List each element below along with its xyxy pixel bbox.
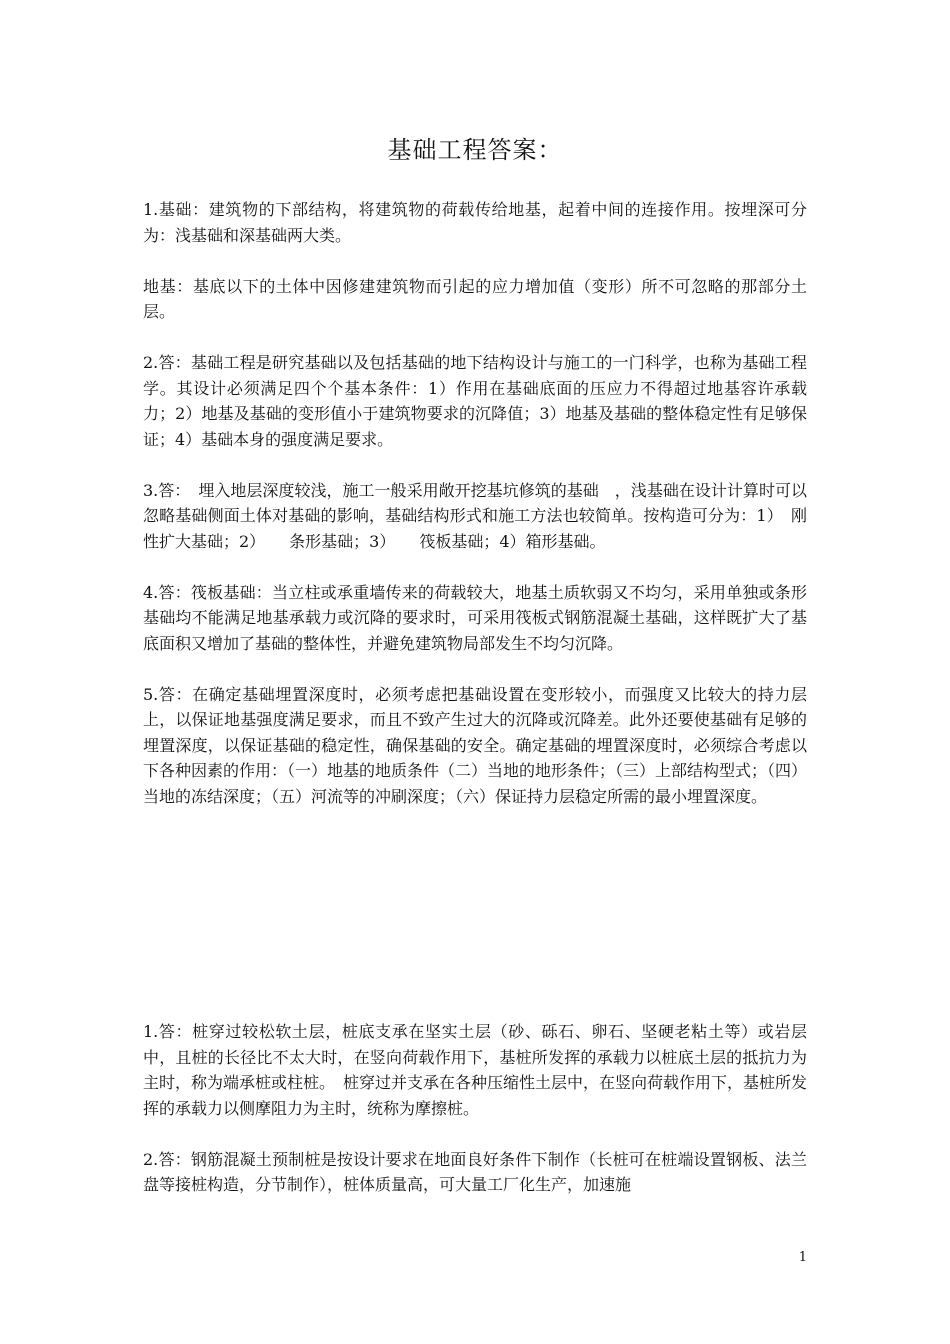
answers-section-1 (143, 197, 807, 835)
page-number: 1 (798, 1250, 807, 1265)
document-title: 基础工程答案： (387, 136, 563, 164)
paragraph-foundation-definition: 1.基础：建筑物的下部结构，将建筑物的荷载传给地基，起着中间的连接作用。按埋深可分为：浅基础和深基础两大类。 (143, 200, 807, 245)
paragraph-subgrade-definition: 地基：基底以下的土体中因修建建筑物而引起的应力增加值（变形）所不可忽略的那部分土层。 (143, 276, 807, 321)
paragraph-answer-3: 3.答： 埋入地层深度较浅，施工一般采用敞开挖基坑修筑的基础 ，浅基础在设计计算时可以忽略基础侧面土体对基础的影响，基础结构形式和施工方法也较简单。按构造可分为：1） 刚性扩大基础；2） 条形基础；3） 筏板基础；4）箱形基础。 (143, 480, 807, 551)
paragraph-pile-answer-2: 2.答：钢筋混凝土预制桩是按设计要求在地面良好条件下制作（长桩可在桩端设置钢板、法兰盘等接桩构造，分节制作），桩体质量高，可大量工厂化生产，加速施 (143, 1149, 807, 1194)
paragraph-answer-5: 5.答：在确定基础埋置深度时，必须考虑把基础设置在变形较小，而强度又比较大的持力层上，以保证地基强度满足要求，而且不致产生过大的沉降或沉降差。此外还要使基础有足够的埋置深度，以保证基础的稳定性，确保基础的安全。确定基础的埋置深度时，必须综合考虑以下各种因素的作用：（一）地基的地质条件（二）当地的地形条件；（三）上部结构型式；（四）当地的冻结深度；（五）河流等的冲刷深度；（六）保证持力层稳定所需的最小埋置深度。 (143, 684, 808, 806)
paragraph-answer-2: 2.答：基础工程是研究基础以及包括基础的地下结构设计与施工的一门科学，也称为基础工程学。其设计必须满足四个个基本条件：1）作用在基础底面的压应力不得超过地基容许承载力；2）地基及基础的变形值小于建筑物要求的沉降值；3）地基及基础的整体稳定性有足够保证；4）基础本身的强度满足要求。 (143, 353, 807, 449)
answers-section-2 (143, 1019, 807, 1223)
paragraph-answer-4: 4.答：筏板基础：当立柱或承重墙传来的荷载较大，地基土质软弱又不均匀，采用单独或条形基础均不能满足地基承载力或沉降的要求时，可采用筏板式钢筋混凝土基础，这样既扩大了基底面积又增加了基础的整体性，并避免建筑物局部发生不均匀沉降。 (143, 582, 807, 653)
paragraph-pile-answer-1: 1.答：桩穿过较松软土层，桩底支承在坚实土层（砂、砾石、卵石、坚硬老粘土等）或岩层中，且桩的长径比不太大时，在竖向荷载作用下，基桩所发挥的承载力以桩底土层的抵抗力为主时，称为端承桩或柱桩。 桩穿过并支承在各种压缩性土层中，在竖向荷载作用下，基桩所发挥的承载力以侧摩阻力为主时，统称为摩擦桩。 (143, 1022, 808, 1118)
